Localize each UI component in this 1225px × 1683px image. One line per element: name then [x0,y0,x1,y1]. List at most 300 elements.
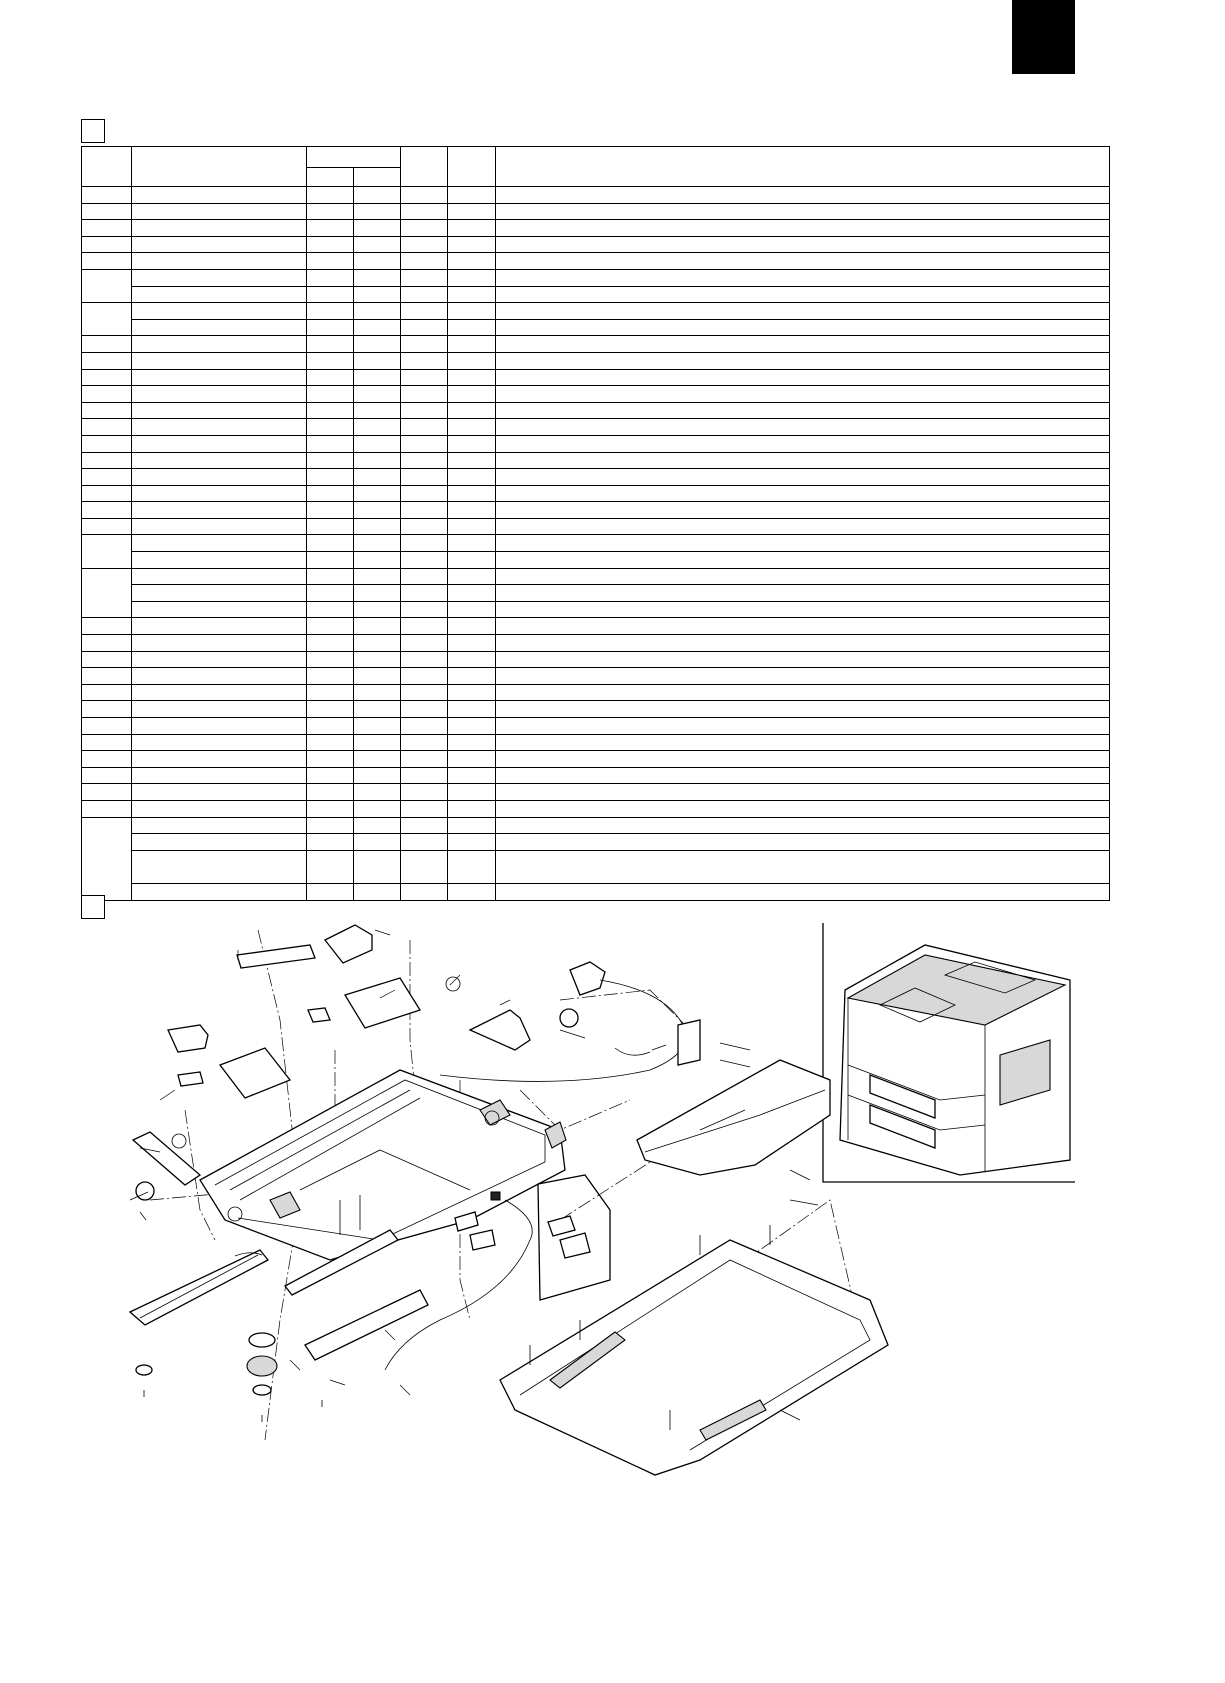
parts-cell-description [496,502,1110,519]
parts-cell-new-mark [401,469,448,486]
parts-cell-rank [448,800,496,817]
parts-cell-new-mark [401,386,448,403]
header-cell-description [496,147,1110,187]
parts-cell-description [496,485,1110,502]
parts-cell-price-b [354,668,401,685]
parts-cell-price-a [307,187,354,204]
parts-cell-no [82,701,132,718]
parts-table-row [82,220,1110,237]
parts-cell-rank [448,585,496,602]
parts-cell-price-b [354,187,401,204]
parts-table-row [82,518,1110,535]
parts-cell-price-a [307,734,354,751]
parts-cell-rank [448,618,496,635]
parts-cell-price-b [354,419,401,436]
parts-cell-no [82,784,132,801]
parts-cell-description [496,834,1110,851]
parts-cell-rank [448,469,496,486]
parts-cell-price-b [354,286,401,303]
parts-cell-price-a [307,236,354,253]
knob-right [560,1009,578,1027]
parts-cell-code [132,585,307,602]
parts-cell-price-a [307,435,354,452]
parts-cell-rank [448,684,496,701]
parts-table-row [82,402,1110,419]
parts-cell-description [496,336,1110,353]
parts-cell-price-b [354,319,401,336]
parts-cell-new-mark [401,452,448,469]
parts-cell-rank [448,253,496,270]
parts-cell-rank [448,784,496,801]
parts-cell-price-b [354,552,401,569]
header-cell-part-rank [448,147,496,187]
parts-table-row [82,883,1110,900]
parts-cell-price-b [354,734,401,751]
parts-cell-new-mark [401,883,448,900]
parts-cell-code [132,336,307,353]
parts-cell-no [82,635,132,652]
parts-cell-new-mark [401,518,448,535]
parts-cell-rank [448,236,496,253]
parts-cell-code [132,352,307,369]
parts-table-body [82,187,1110,901]
parts-cell-price-a [307,718,354,735]
parts-cell-new-mark [401,784,448,801]
parts-cell-price-a [307,635,354,652]
parts-cell-new-mark [401,369,448,386]
parts-cell-price-a [307,402,354,419]
parts-cell-new-mark [401,751,448,768]
parts-table-row [82,336,1110,353]
parts-cell-rank [448,734,496,751]
parts-cell-no [82,651,132,668]
washer-left [136,1365,152,1375]
guide-plate-left [220,1048,290,1098]
parts-cell-description [496,618,1110,635]
parts-cell-rank [448,336,496,353]
label-strip [237,945,315,968]
parts-cell-price-a [307,618,354,635]
parts-cell-no [82,452,132,469]
parts-cell-price-b [354,751,401,768]
parts-cell-rank [448,203,496,220]
exploded-parts-diagram [0,900,1225,1550]
parts-cell-rank [448,535,496,552]
parts-cell-price-b [354,817,401,834]
parts-cell-rank [448,220,496,237]
parts-cell-price-a [307,502,354,519]
parts-cell-price-b [354,435,401,452]
parts-table-row [82,369,1110,386]
header-cell-price-b [354,168,401,187]
parts-cell-code [132,419,307,436]
parts-cell-price-a [307,784,354,801]
parts-table-row [82,817,1110,834]
parts-cell-code [132,502,307,519]
parts-cell-description [496,651,1110,668]
parts-cell-description [496,635,1110,652]
drawer-tray [637,1060,830,1175]
parts-cell-price-b [354,767,401,784]
parts-table-row [82,568,1110,585]
parts-cell-new-mark [401,635,448,652]
parts-cell-price-b [354,618,401,635]
parts-table-row [82,751,1110,768]
parts-cell-description [496,286,1110,303]
header-cell-price-a [307,168,354,187]
parts-table-row [82,485,1110,502]
parts-cell-description [496,469,1110,486]
parts-cell-code [132,718,307,735]
parts-cell-price-a [307,684,354,701]
parts-table-row [82,850,1110,883]
parts-cell-rank [448,319,496,336]
parts-cell-price-b [354,718,401,735]
parts-cell-no [82,269,132,302]
parts-cell-price-a [307,220,354,237]
parts-cell-new-mark [401,718,448,735]
parts-cell-price-b [354,535,401,552]
parts-cell-no [82,535,132,568]
parts-cell-price-a [307,800,354,817]
parts-cell-rank [448,187,496,204]
parts-table-row [82,585,1110,602]
parts-cell-description [496,187,1110,204]
parts-table-row [82,319,1110,336]
parts-cell-new-mark [401,319,448,336]
parts-cell-description [496,352,1110,369]
parts-cell-price-a [307,552,354,569]
parts-cell-description [496,784,1110,801]
parts-cell-no [82,485,132,502]
parts-cell-price-b [354,883,401,900]
parts-table-row [82,635,1110,652]
parts-cell-new-mark [401,269,448,286]
parts-cell-price-b [354,800,401,817]
section-a-marker [81,119,105,143]
parts-cell-price-a [307,767,354,784]
parts-table-row [82,668,1110,685]
guide-plate-top [345,978,420,1028]
parts-cell-code [132,269,307,286]
parts-table-row [82,203,1110,220]
parts-cell-price-a [307,518,354,535]
parts-table-row [82,535,1110,552]
parts-cell-price-a [307,369,354,386]
parts-cell-no [82,800,132,817]
parts-cell-description [496,751,1110,768]
parts-cell-code [132,767,307,784]
parts-cell-code [132,435,307,452]
parts-table-row [82,352,1110,369]
parts-cell-price-a [307,834,354,851]
parts-table-row [82,419,1110,436]
parts-cell-rank [448,352,496,369]
parts-cell-no [82,253,132,270]
parts-cell-description [496,701,1110,718]
parts-cell-code [132,751,307,768]
parts-cell-price-a [307,751,354,768]
parts-cell-description [496,269,1110,286]
parts-cell-price-a [307,651,354,668]
parts-cell-new-mark [401,286,448,303]
parts-cell-code [132,817,307,834]
parts-cell-price-a [307,601,354,618]
drawer-cover [637,1060,830,1175]
copier-inset [823,923,1075,1182]
parts-cell-rank [448,834,496,851]
parts-cell-price-a [307,203,354,220]
parts-cell-price-a [307,303,354,320]
parts-cell-price-b [354,701,401,718]
parts-cell-code [132,319,307,336]
parts-cell-no [82,568,132,618]
parts-cell-price-b [354,303,401,320]
gear-main [247,1356,277,1376]
parts-table-row [82,253,1110,270]
parts-cell-rank [448,751,496,768]
parts-table-row [82,469,1110,486]
parts-cell-rank [448,452,496,469]
connector-top [570,962,605,995]
parts-cell-no [82,518,132,535]
parts-cell-price-a [307,568,354,585]
parts-table-row [82,236,1110,253]
parts-cell-description [496,718,1110,735]
parts-cell-new-mark [401,485,448,502]
parts-cell-no [82,767,132,784]
parts-cell-no [82,352,132,369]
header-cell-price-rank [307,147,401,168]
parts-cell-new-mark [401,435,448,452]
parts-cell-price-a [307,535,354,552]
parts-cell-code [132,701,307,718]
parts-cell-price-b [354,485,401,502]
parts-cell-description [496,303,1110,320]
parts-cell-new-mark [401,684,448,701]
parts-cell-new-mark [401,601,448,618]
parts-cell-price-b [354,352,401,369]
tray-base-assembly [200,1070,566,1260]
parts-cell-description [496,601,1110,618]
bottom-cover [500,1225,888,1475]
parts-cell-rank [448,286,496,303]
parts-cell-no [82,502,132,519]
parts-cell-new-mark [401,701,448,718]
parts-cell-description [496,800,1110,817]
parts-cell-price-a [307,585,354,602]
parts-cell-code [132,635,307,652]
parts-cell-code [132,850,307,883]
parts-cell-code [132,800,307,817]
parts-cell-price-a [307,701,354,718]
parts-cell-code [132,883,307,900]
parts-cell-price-a [307,469,354,486]
parts-cell-description [496,518,1110,535]
parts-cell-code [132,834,307,851]
tray-base [200,1070,565,1260]
parts-cell-rank [448,269,496,286]
parts-cell-price-b [354,452,401,469]
parts-table-row [82,618,1110,635]
parts-cell-no [82,817,132,900]
parts-cell-rank [448,303,496,320]
parts-cell-new-mark [401,535,448,552]
parts-cell-no [82,402,132,419]
parts-cell-description [496,386,1110,403]
parts-cell-no [82,435,132,452]
parts-cell-rank [448,369,496,386]
arm-left [133,1132,200,1185]
parts-cell-price-a [307,485,354,502]
parts-cell-code [132,452,307,469]
parts-cell-code [132,668,307,685]
parts-cell-code [132,568,307,585]
bottom-cover-plate [500,1240,888,1475]
parts-cell-rank [448,402,496,419]
parts-cell-price-b [354,850,401,883]
pcb-board [305,1290,428,1360]
header-cell-new-mark [401,147,448,187]
parts-cell-description [496,668,1110,685]
parts-cell-new-mark [401,203,448,220]
parts-cell-new-mark [401,585,448,602]
parts-cell-code [132,469,307,486]
parts-cell-rank [448,718,496,735]
parts-cell-no [82,419,132,436]
parts-table-row [82,286,1110,303]
parts-cell-price-b [354,518,401,535]
parts-cell-description [496,369,1110,386]
parts-cell-description [496,568,1110,585]
parts-table-row [82,187,1110,204]
parts-cell-new-mark [401,502,448,519]
lever-left [168,1025,208,1052]
parts-cell-new-mark [401,336,448,353]
parts-cell-rank [448,767,496,784]
parts-table-row [82,784,1110,801]
parts-cell-new-mark [401,651,448,668]
parts-cell-rank [448,668,496,685]
parts-cell-code [132,236,307,253]
parts-cell-description [496,883,1110,900]
parts-table-row [82,734,1110,751]
header-cell-no [82,147,132,187]
gear-upper [249,1333,275,1347]
parts-cell-price-a [307,668,354,685]
parts-cell-price-a [307,850,354,883]
parts-cell-price-b [354,253,401,270]
parts-table-row [82,651,1110,668]
knob-left [136,1182,154,1200]
parts-cell-new-mark [401,352,448,369]
parts-cell-rank [448,552,496,569]
parts-cell-price-b [354,651,401,668]
parts-cell-description [496,452,1110,469]
parts-cell-price-b [354,203,401,220]
parts-cell-description [496,203,1110,220]
parts-table-row [82,435,1110,452]
parts-cell-new-mark [401,834,448,851]
parts-cell-new-mark [401,800,448,817]
parts-cell-code [132,552,307,569]
parts-cell-description [496,220,1110,237]
exploded-diagram-svg [0,900,1225,1550]
parts-cell-code [132,386,307,403]
parts-cell-rank [448,651,496,668]
parts-cell-code [132,303,307,320]
parts-cell-code [132,601,307,618]
parts-cell-price-b [354,635,401,652]
parts-cell-code [132,187,307,204]
parts-cell-new-mark [401,668,448,685]
parts-cell-price-a [307,319,354,336]
arm-right [470,1010,530,1050]
parts-cell-code [132,203,307,220]
parts-cell-new-mark [401,817,448,834]
parts-cell-no [82,618,132,635]
parts-cell-price-a [307,419,354,436]
parts-table-row [82,701,1110,718]
parts-cell-code [132,253,307,270]
parts-cell-description [496,236,1110,253]
parts-cell-no [82,718,132,735]
parts-cell-new-mark [401,187,448,204]
parts-cell-price-a [307,336,354,353]
parts-cell-description [496,850,1110,883]
parts-cell-code [132,784,307,801]
parts-cell-price-a [307,286,354,303]
parts-table-row [82,718,1110,735]
parts-cell-rank [448,701,496,718]
parts-cell-code [132,684,307,701]
parts-cell-no [82,303,132,336]
parts-cell-description [496,419,1110,436]
parts-cell-new-mark [401,618,448,635]
parts-cell-description [496,734,1110,751]
e-ring-1 [446,977,460,991]
lever-top [325,925,372,963]
parts-cell-rank [448,435,496,452]
parts-cell-price-b [354,568,401,585]
parts-cell-code [132,535,307,552]
parts-cell-price-b [354,834,401,851]
parts-cell-no [82,734,132,751]
parts-table-row [82,834,1110,851]
parts-cell-rank [448,568,496,585]
parts-table-row [82,601,1110,618]
parts-cell-price-a [307,352,354,369]
rack-left [130,1250,268,1325]
parts-cell-no [82,187,132,204]
parts-cell-new-mark [401,767,448,784]
parts-cell-price-b [354,369,401,386]
parts-cell-rank [448,883,496,900]
parts-cell-price-b [354,402,401,419]
parts-cell-price-a [307,452,354,469]
parts-cell-description [496,535,1110,552]
parts-cell-new-mark [401,850,448,883]
parts-cell-no [82,203,132,220]
parts-cell-no [82,668,132,685]
parts-cell-code [132,402,307,419]
parts-table-row [82,269,1110,286]
header-cell-part-code [132,147,307,187]
parts-cell-description [496,435,1110,452]
e-ring-3 [172,1134,186,1148]
parts-cell-price-a [307,253,354,270]
parts-cell-code [132,734,307,751]
